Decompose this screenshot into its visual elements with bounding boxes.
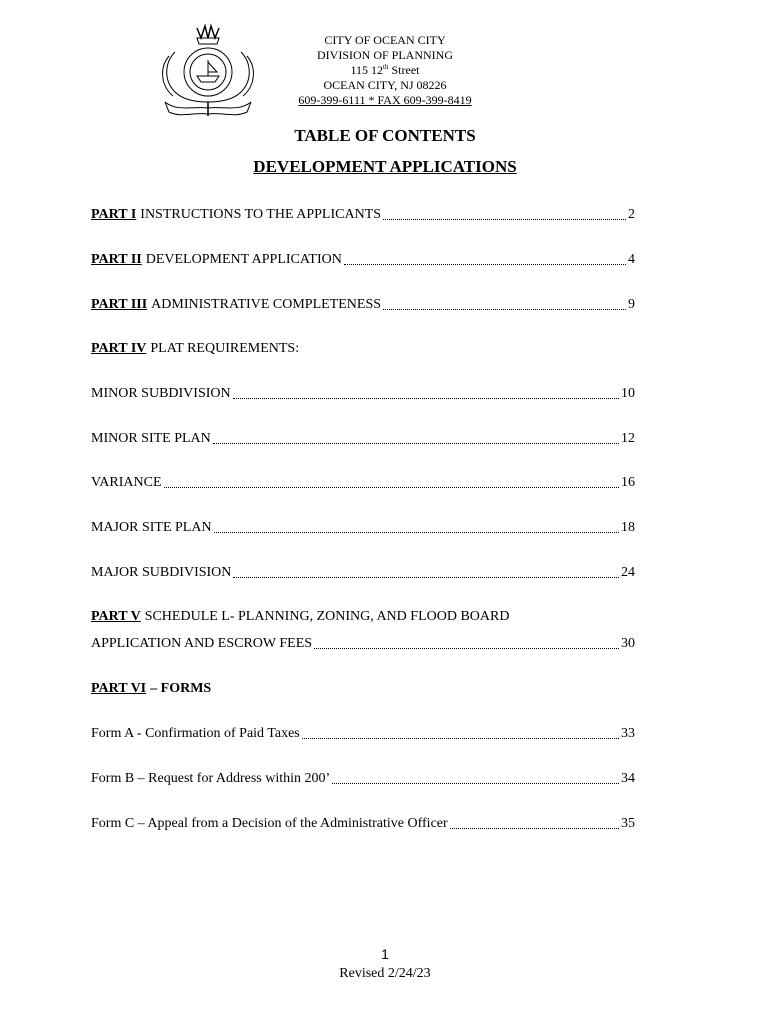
header-address: 115 12th Street [350,63,420,77]
toc-leader-dots [213,443,619,444]
toc-entry-title: APPLICATION AND ESCROW FEES [91,636,313,651]
toc-entry-title: Form B – Request for Address within 200’ [91,771,331,786]
header-division: DIVISION OF PLANNING [317,48,453,62]
toc-entry-title: VARIANCE [91,475,162,490]
toc-entry-variance[interactable] [91,474,635,492]
toc-page-number: 9 [628,297,635,312]
toc-part-label: PART II [91,252,142,267]
toc-part-label: PART V [91,609,141,624]
toc-entry-form-c[interactable] [91,815,635,833]
toc-entry-major-subdivision[interactable] [91,564,635,582]
city-seal-icon [155,22,261,118]
toc-leader-dots [233,577,619,578]
toc-part-label: PART I [91,207,137,222]
toc-leader-dots [314,648,619,649]
toc-entry-form-a[interactable] [91,725,635,743]
toc-entry-part-4 [91,340,635,358]
toc-entry-title: MAJOR SUBDIVISION [91,565,232,580]
toc-entry-part-3[interactable] [91,296,635,314]
toc-page-number: 12 [621,431,635,446]
toc-entry-part-5[interactable] [91,608,635,626]
toc-entry-title: INSTRUCTIONS TO THE APPLICANTS [140,207,382,222]
toc-part-label: PART III [91,297,148,312]
toc-page-number: 33 [621,726,635,741]
toc-page-number: 4 [628,252,635,267]
toc-entry-title: – FORMS [150,681,212,696]
toc-page-number: 30 [621,636,635,651]
toc-entry-title: PLAT REQUIREMENTS: [150,341,300,356]
toc-entry-title: MINOR SITE PLAN [91,431,211,446]
toc-entry-part-1[interactable] [91,206,635,224]
toc-page-number: 34 [621,771,635,786]
toc-leader-dots [344,264,626,265]
toc-leader-dots [233,398,619,399]
revision-date: Revised 2/24/23 [339,966,431,981]
toc-entry-minor-site-plan[interactable] [91,430,635,448]
toc-part-label: PART VI [91,681,147,696]
toc-page-number: 35 [621,816,635,831]
header-city-state-zip: OCEAN CITY, NJ 08226 [323,78,447,92]
toc-entry-minor-subdivision[interactable] [91,385,635,403]
toc-entry-major-site-plan[interactable] [91,519,635,537]
toc-entry-form-b[interactable] [91,770,635,788]
page-title: TABLE OF CONTENTS [294,126,476,145]
toc-page-number: 16 [621,475,635,490]
toc-entry-title: MAJOR SITE PLAN [91,520,212,535]
toc-leader-dots [332,783,619,784]
header-city-name: CITY OF OCEAN CITY [324,33,446,47]
toc-entry-title: Form A - Confirmation of Paid Taxes [91,726,300,741]
toc-page-number: 10 [621,386,635,401]
toc-entry-part-2[interactable] [91,251,635,269]
toc-page-number: 18 [621,520,635,535]
toc-page-number: 24 [621,565,635,580]
page-number: 1 [381,946,389,962]
toc-entry-title: Form C – Appeal from a Decision of the Administrative Officer [91,816,448,831]
header-phone-fax: 609-399-6111 * FAX 609-399-8419 [298,93,472,107]
toc-leader-dots [164,487,619,488]
letterhead [250,33,520,108]
page-subtitle: DEVELOPMENT APPLICATIONS [253,157,517,176]
toc-leader-dots [450,828,619,829]
toc-entry-title: ADMINISTRATIVE COMPLETENESS [151,297,382,312]
toc-leader-dots [383,219,626,220]
toc-part-label: PART IV [91,341,147,356]
toc-entry-title: DEVELOPMENT APPLICATION [145,252,342,267]
toc-page-number: 2 [628,207,635,222]
toc-leader-dots [383,309,626,310]
toc-leader-dots [302,738,619,739]
toc-entry-title: MINOR SUBDIVISION [91,386,231,401]
toc-entry-title: SCHEDULE L- PLANNING, ZONING, AND FLOOD BOARD [144,609,510,624]
toc-entry-part-6 [91,680,635,698]
toc-leader-dots [214,532,619,533]
toc-entry-part-5-continued[interactable] [91,635,635,653]
